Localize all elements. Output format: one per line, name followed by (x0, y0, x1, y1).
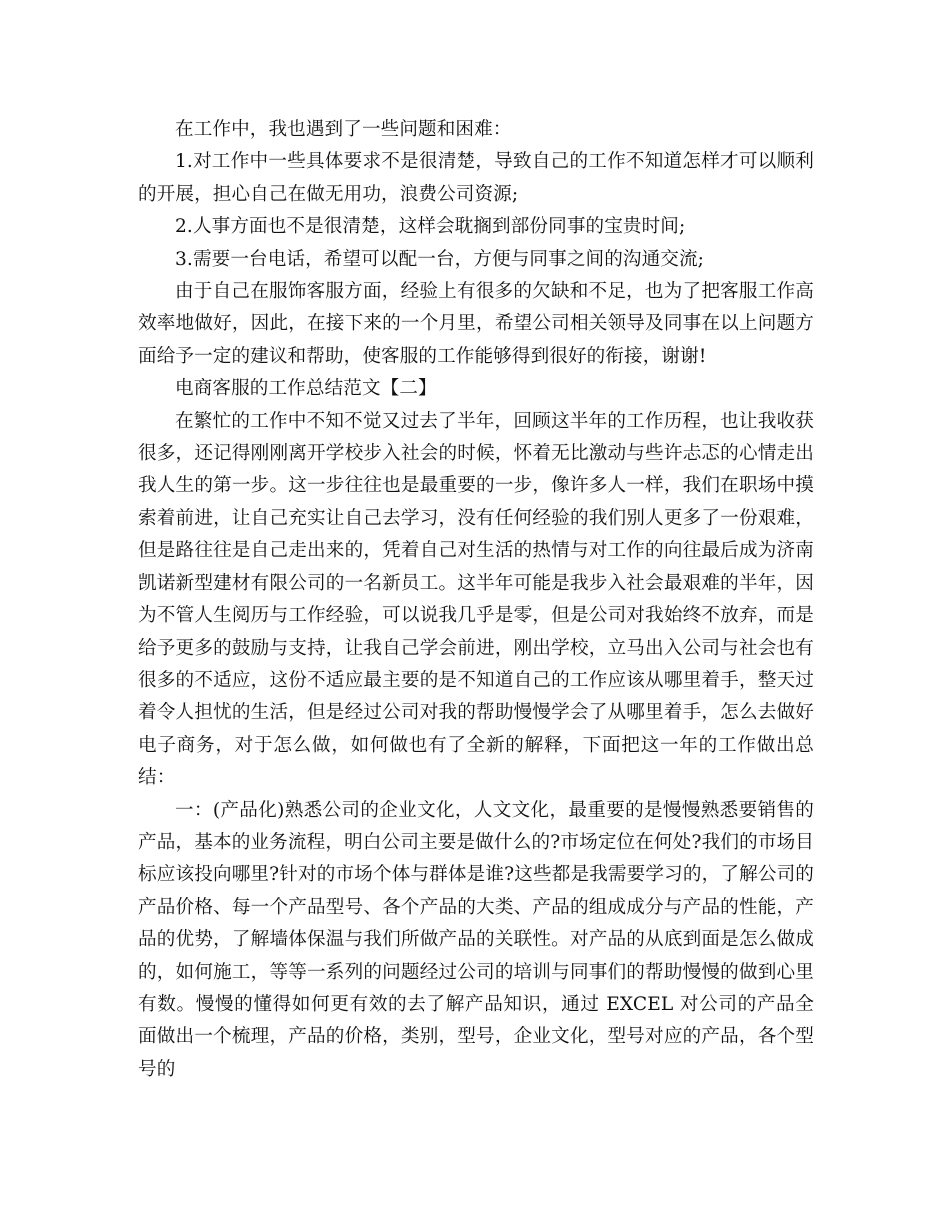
document-page (138, 114, 814, 1086)
section-heading: 电商客服的工作总结范文【二】 (175, 378, 437, 400)
paragraph-request: 由于自己在服饰客服方面，经验上有很多的欠缺和不足，也为了把客服工作高效率地做好，因此，在接下来的一个月里，希望公司相关领导及同事在以上问题方面给予一定的建议和帮助，使客服的工作能够得到很好的衔接，谢谢! (138, 281, 814, 367)
paragraph-product: 一：(产品化)熟悉公司的企业文化，人文文化，最重要的是慢慢熟悉要销售的产品，基本的业务流程，明白公司主要是做什么的?市场定位在何处?我们的市场目标应该投向哪里?针对的市场个体与群体是谁?这些都是我需要学习的，了解公司的产品价格、每一个产品型号、各个产品的大类、产品的组成成分与产品的性能，产品的优势，了解墙体保温与我们所做产品的关联性。对产品的从底到面是怎么做成的，如何施工，等等一系列的问题经过公司的培训与同事们的帮助慢慢的做到心里有数。慢慢的懂得如何更有效的去了解产品知识，通过 EXCEL 对公司的产品全面做出一个梳理，产品的价格，类别，型号，企业文化，型号对应的产品，各个型号的 (138, 799, 814, 1080)
paragraph-problem-1: 1.对工作中一些具体要求不是很清楚，导致自己的工作不知道怎样才可以顺利的开展，担心自己在做无用功，浪费公司资源; (138, 151, 814, 205)
paragraph-problems-intro: 在工作中，我也遇到了一些问题和困难： (175, 119, 512, 140)
paragraph-problem-2: 2.人事方面也不是很清楚，这样会耽搁到部份同事的宝贵时间; (175, 216, 686, 238)
paragraph-review: 在繁忙的工作中不知不觉又过去了半年，回顾这半年的工作历程，也让我收获很多，还记得刚刚离开学校步入社会的时候，怀着无比激动与些许忐忑的心情走出我人生的第一步。这一步往往也是最重要的一步，像许多人一样，我们在职场中摸索着前进，让自己充实让自己去学习，没有任何经验的我们别人更多了一份艰难，但是路往往是自己走出来的，凭着自己对生活的热情与对工作的向往最后成为济南凯诺新型建材有限公司的一名新员工。这半年可能是我步入社会最艰难的半年，因为不管人生阅历与工作经验，可以说我几乎是零，但是公司对我始终不放弃，而是给予更多的鼓励与支持，让我自己学会前进，刚出学校，立马出入公司与社会也有很多的不适应，这份不适应最主要的是不知道自己的工作应该从哪里着手，整天过着令人担忧的生活，但是经过公司对我的帮助慢慢学会了从哪里着手，怎么去做好电子商务，对于怎么做，如何做也有了全新的解释，下面把这一年的工作做出总结： (138, 410, 814, 789)
paragraph-problem-3: 3.需要一台电话，希望可以配一台，方便与同事之间的沟通交流; (175, 248, 705, 270)
